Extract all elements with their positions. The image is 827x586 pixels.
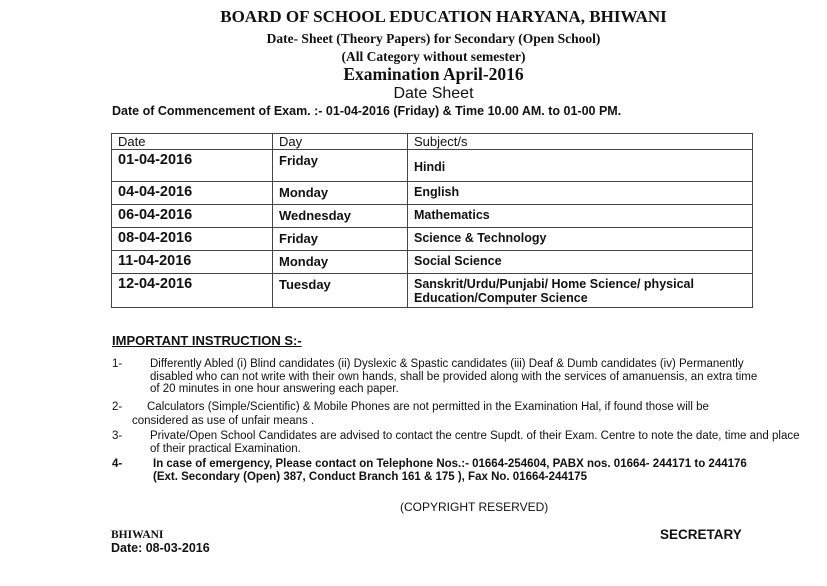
table-row [112, 228, 753, 251]
day-cell: Friday [273, 228, 408, 251]
issue-date: Date: 08-03-2016 [111, 541, 210, 555]
instruction-number: 4- [112, 458, 123, 470]
day-cell: Tuesday [273, 274, 408, 308]
instructions-heading: IMPORTANT INSTRUCTION S:- [112, 333, 302, 348]
instruction-number: 1- [112, 358, 123, 370]
subject-cell: Hindi [408, 150, 753, 182]
day-cell: Monday [273, 182, 408, 205]
date-cell: 11-04-2016 [112, 251, 273, 274]
table-row [112, 150, 753, 182]
instruction-continuation: considered as use of unfair means . [132, 415, 315, 427]
instruction-text: In case of emergency, Please contact on Telephone Nos.:- 01664-254604, PABX nos. 01664- 244171 to 244176 (Ext. Secondary (Open) 387, Conduct Branch 161 & 175 ), Fax No. 01664-244175 [153, 458, 747, 483]
column-header-subject: Subject/s [408, 134, 753, 150]
subject-line: Education/Computer Science [414, 291, 588, 305]
instruction-text: Differently Abled (i) Blind candidates (ii) Dyslexic & Spastic candidates (iii) Deaf & Dumb candidates (iv) Permanently disabled who can not write with their own hands, shall be provided along with the services of amanuensis, an extra time of 20 minutes in one hour answering each paper. [150, 358, 758, 395]
date-cell: 06-04-2016 [112, 205, 273, 228]
instruction-number: 3- [112, 430, 123, 442]
column-header-day: Day [273, 134, 408, 150]
exam-title: Examination April-2016 [343, 64, 524, 84]
instruction-text: Private/Open School Candidates are advised to contact the centre Supdt. of their Exam. Centre to note the date, time and place [150, 430, 800, 442]
day-cell: Friday [273, 150, 408, 182]
document-subtitle: Date- Sheet (Theory Papers) for Secondary (Open School) [266, 31, 601, 46]
issue-place: BHIWANI [111, 529, 164, 541]
copyright-notice: (COPYRIGHT RESERVED) [400, 500, 549, 514]
subject-cell: Social Science [408, 251, 753, 274]
table-row [112, 205, 753, 228]
sheet-title: Date Sheet [393, 85, 474, 102]
commencement-info: Date of Commencement of Exam. :- 01-04-2016 (Friday) & Time 10.00 AM. to 01-00 PM. [112, 104, 622, 118]
table-header-row [112, 134, 753, 150]
date-cell: 01-04-2016 [112, 150, 273, 182]
subject-line: Sanskrit/Urdu/Punjabi/ Home Science/ physical [414, 277, 694, 291]
day-cell: Wednesday [273, 205, 408, 228]
subject-cell [408, 274, 753, 308]
table-row [112, 182, 753, 205]
document-category: (All Category without semester) [341, 49, 526, 64]
instruction-number: 2- [112, 401, 123, 413]
date-cell: 04-04-2016 [112, 182, 273, 205]
subject-cell: Science & Technology [408, 228, 753, 251]
date-sheet-table [111, 133, 753, 308]
date-cell: 08-04-2016 [112, 228, 273, 251]
table-row [112, 274, 753, 308]
table-row [112, 251, 753, 274]
column-header-date: Date [112, 134, 273, 150]
subject-cell: English [408, 182, 753, 205]
day-cell: Monday [273, 251, 408, 274]
instruction-continuation: of their practical Examination. [150, 443, 301, 455]
signatory: SECRETARY [660, 527, 742, 542]
subject-cell: Mathematics [408, 205, 753, 228]
date-cell: 12-04-2016 [112, 274, 273, 308]
instruction-text: Calculators (Simple/Scientific) & Mobile Phones are not permitted in the Examination Hal, if found those will be [147, 401, 709, 413]
board-title: BOARD OF SCHOOL EDUCATION HARYANA, BHIWANI [220, 7, 667, 26]
